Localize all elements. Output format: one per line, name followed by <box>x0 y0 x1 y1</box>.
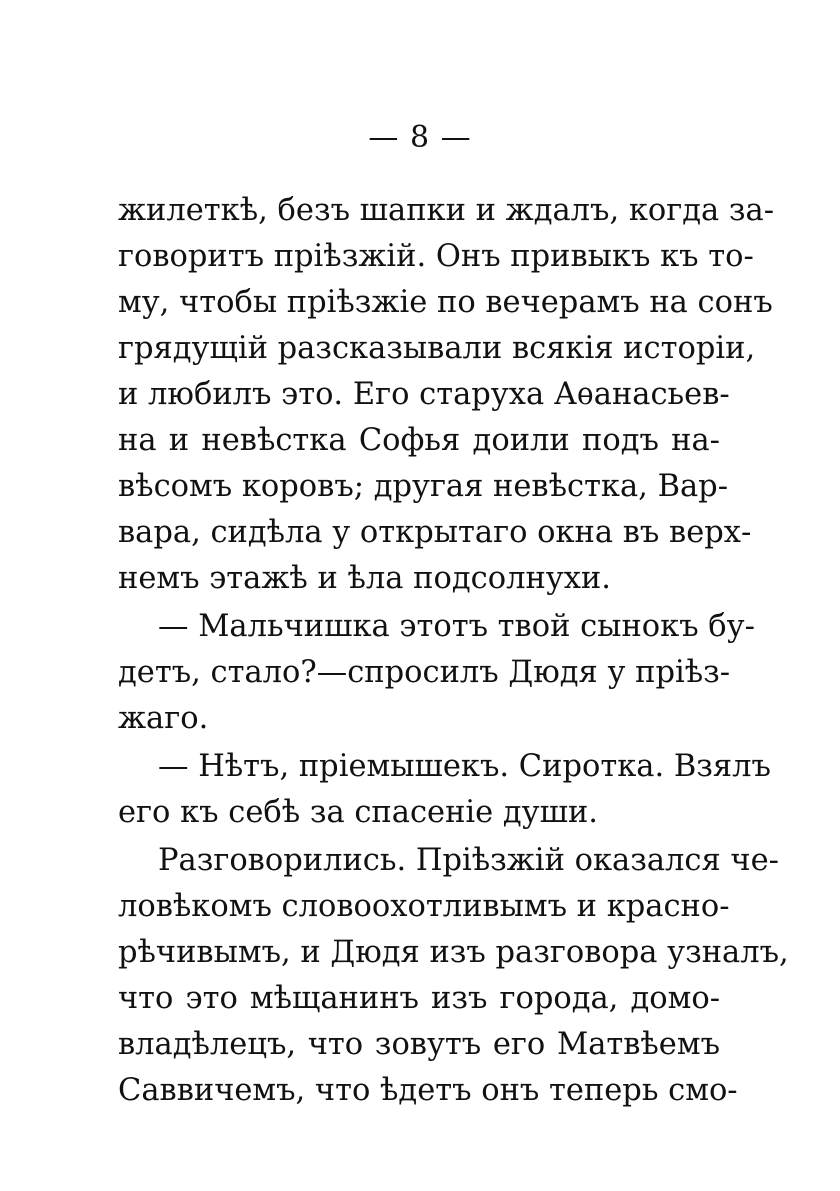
text-line: ловѣкомъ словоохотливымъ и красно- <box>118 889 730 924</box>
text-line: на и невѣстка Софья доили подъ на- <box>118 423 720 458</box>
text-line: владѣлецъ, что зовутъ его Матвѣемъ <box>118 1027 720 1062</box>
text-line: говоритъ пріѣзжій. Онъ привыкъ къ то- <box>118 239 754 274</box>
page-number: — 8 — <box>368 120 472 155</box>
text-line: — Мальчишка этотъ твой сынокъ бу- <box>158 609 755 644</box>
text-line: — Нѣтъ, пріемышекъ. Сиротка. Взялъ <box>158 749 771 784</box>
text-line: рѣчивымъ, и Дюдя изъ разговора узналъ, <box>118 935 789 970</box>
text-line: немъ этажѣ и ѣла подсолнухи. <box>118 561 611 596</box>
body-text <box>118 188 789 1114</box>
text-line: вѣсомъ коровъ; другая невѣстка, Вар- <box>118 469 728 504</box>
paragraph-3 <box>118 744 771 836</box>
text-line: Разговорились. Пріѣзжій оказался че- <box>158 843 779 878</box>
text-line: Саввичемъ, что ѣдетъ онъ теперь смо- <box>118 1073 738 1108</box>
text-line: жилеткѣ, безъ шапки и ждалъ, когда за- <box>118 193 775 228</box>
paragraph-1 <box>118 188 775 602</box>
text-line: и любилъ это. Его старуха Аѳанасьев- <box>118 377 730 412</box>
text-line: детъ, стало?—спросилъ Дюдя у пріѣз- <box>118 655 731 690</box>
paragraph-4 <box>118 838 789 1114</box>
text-line: вара, сидѣла у открытаго окна въ верх- <box>118 515 752 550</box>
text-line: жаго. <box>118 701 209 736</box>
paragraph-2 <box>118 604 755 742</box>
text-line: что это мѣщанинъ изъ города, домо- <box>118 981 720 1016</box>
text-line: му, чтобы пріѣзжіе по вечерамъ на сонъ <box>118 285 773 320</box>
text-line: грядущій разсказывали всякія исторіи, <box>118 331 756 366</box>
text-line: его къ себѣ за спасеніе души. <box>118 795 599 830</box>
